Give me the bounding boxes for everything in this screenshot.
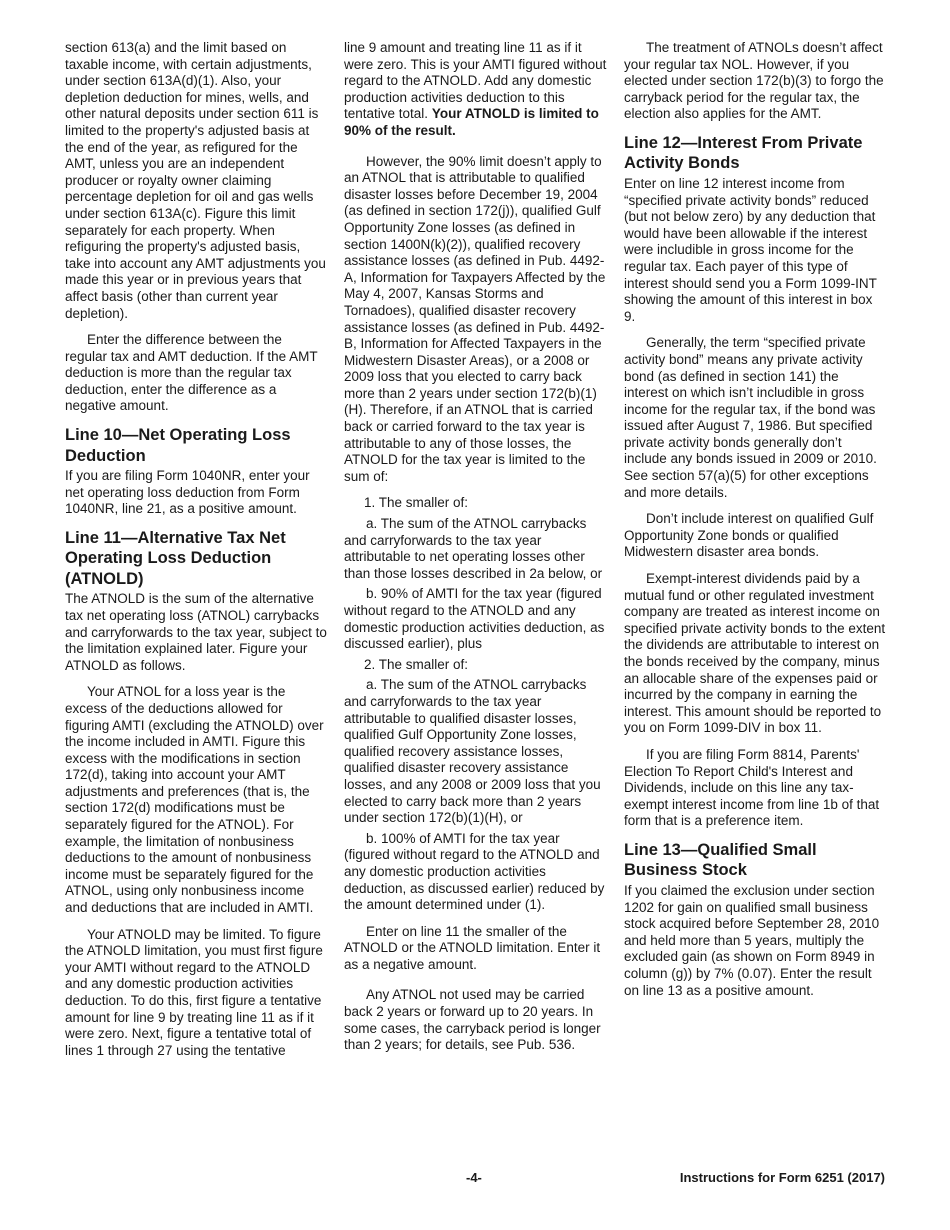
section-heading-line-13: Line 13—Qualified Small Business Stock [624, 840, 817, 880]
paragraph: However, the 90% limit doesn’t apply to an ATNOL that is attributable to qualified disaster losses before December 19, 2004 (as defined in section 172(j)), qualified Gulf Opportunity Zone losses (as defined in section 1400N(k)(2)), qualified recovery assistance losses (as defined in Pub. 4492-A, Information for Taxpayers Affected by the May 4, 2007, Kansas Storms and Tornadoes), qualified disaster recovery assistance losses (as defined in Pub. 4492-B, Information for Affected Taxpayers in the Midwestern Disaster Areas), or a 2008 or 2009 loss that you elected to carry back more than 2 years under section 172(b)(1)(H). Therefore, if an ATNOL that is carried back or carried forward to the tax year is attributable to any of those losses, the ATNOLD for the tax year is limited to the sum of: [344, 153, 606, 484]
paragraph [344, 40, 608, 140]
list-item: 2. The smaller of: [364, 656, 469, 672]
column-middle [344, 40, 608, 1064]
paragraph-text: line 9 amount and treating line 11 as if it were zero. This is your AMTI figured without regard to the ATNOLD. Add any domestic production activities deduction to this tentative total. [344, 40, 607, 122]
page-number: -4- [466, 1170, 482, 1185]
list-item: b. 100% of AMTI for the tax year (figured without regard to the ATNOLD and any domestic production activities deduction, as discussed earlier) reduced by the amount determined under (1). [344, 830, 605, 913]
paragraph: Any ATNOL not used may be carried back 2 years or forward up to 20 years. In some cases, the carryback period is longer than 2 years; for details, see Pub. 536. [344, 987, 601, 1053]
column-right [624, 40, 886, 1009]
paragraph: section 613(a) and the limit based on taxable income, with certain adjustments, under section 613A(d)(1). Also, your depletion deduction for mines, wells, and other natural deposits under section 611 is limited to the property's adjusted basis at the end of the year, as refigured for the AMT, unless you are an independent producer or royalty owner claiming percentage depletion for oil and gas wells under section 613A(c). Figure this limit separately for each property. When refiguring the property's adjusted basis, take into account any AMT adjustments you made this year or in previous years that affect basis (other than current year depletion). [65, 40, 326, 321]
paragraph: Enter the difference between the regular tax and AMT deduction. If the AMT deduction is more than the regular tax deduction, enter the difference as a negative amount. [65, 332, 318, 414]
paragraph: Your ATNOLD may be limited. To figure the ATNOLD limitation, you must first figure your AMTI without regard to the ATNOLD and any domestic production activities deduction. To do this, first figure a tentative amount for line 9 by treating line 11 as if it were zero. Next, figure a tentative total of lines 1 through 27 using the tentative [65, 926, 323, 1058]
paragraph: The ATNOLD is the sum of the alternative tax net operating loss (ATNOL) carrybacks and carryforwards to the tax year, subject to the limitation explained later. Figure your ATNOLD as follows. [65, 591, 327, 673]
paragraph: The treatment of ATNOLs doesn’t affect your regular tax NOL. However, if you elected under section 172(b)(3) to forgo the carryback period for the regular tax, the election also applies for the AMT. [624, 40, 884, 122]
column-left [65, 40, 327, 1069]
section-heading-line-11: Line 11—Alternative Tax Net Operating Loss Deduction (ATNOLD) [65, 528, 286, 588]
bold-text: Your ATNOLD is limited to 90% of the result. [344, 106, 599, 138]
paragraph: If you are filing Form 1040NR, enter your net operating loss deduction from Form 1040NR, line 21, as a positive amount. [65, 468, 310, 517]
list-item: 1. The smaller of: [364, 495, 469, 511]
paragraph: If you are filing Form 8814, Parents' Election To Report Child's Interest and Dividends, include on this line any tax-exempt interest income from line 1b of that form that is a preference item. [624, 746, 880, 829]
paragraph: Don’t include interest on qualified Gulf Opportunity Zone bonds or qualified Midwestern disaster area bonds. [624, 511, 874, 560]
paragraph: If you claimed the exclusion under section 1202 for gain on qualified small business stock acquired before September 28, 2010 and held more than 5 years, multiply the excluded gain (as shown on Form 8949 in column (g)) by 7% (0.07). Enter the result on line 13 as a positive amount. [624, 882, 880, 998]
paragraph: Exempt-interest dividends paid by a mutual fund or other regulated investment company are treated as interest income on specified private activity bonds to the extent the dividends are attributable to interest on the bonds received by the company, minus an allocable share of the expenses paid or incurred by the company in earning the interest. This amount should be reported to you on Form 1099-DIV in box 11. [624, 571, 886, 736]
paragraph: Enter on line 11 the smaller of the ATNOLD or the ATNOLD limitation. Enter it as a negative amount. [344, 923, 601, 972]
paragraph: Your ATNOL for a loss year is the excess of the deductions allowed for figuring AMTI (excluding the ATNOLD) over the income included in AMTI. Figure this excess with the modifications in section 172(d), taking into account your AMT adjustments and preferences (that is, the section 172(d) modifications must be separately figured for the ATNOL). For example, the limitation of nonbusiness deductions to the amount of nonbusiness income must be separately figured for the ATNOL, using only nonbusiness income and deductions that are included in AMTI. [65, 684, 324, 916]
section-heading-line-10: Line 10—Net Operating Loss Deduction [65, 426, 291, 465]
footer-form-title: Instructions for Form 6251 (2017) [679, 1170, 885, 1185]
paragraph: Generally, the term “specified private activity bond” means any private activity bond (as defined in section 141) the interest on which isn’t includible in gross income for the regular tax, if the bond was issued after August 7, 1986. But specified private activity bonds generally don’t include any bonds issued in 2009 or 2010. See section 57(a)(5) for other exceptions and more details. [624, 335, 877, 500]
list-item: a. The sum of the ATNOL carrybacks and carryforwards to the tax year attributable to qualified disaster losses, qualified Gulf Opportunity Zone losses, qualified recovery assistance losses, qualified disaster recovery assistance losses, and any 2008 or 2009 loss that you elected to carry back more than 2 years under section 172(b)(1)(H), or [344, 677, 601, 826]
section-heading-line-12: Line 12—Interest From Private Activity Bonds [624, 133, 863, 173]
paragraph: Enter on line 12 interest income from “specified private activity bonds” reduced (but not below zero) by any deduction that would have been allowable if the interest were includible in gross income for the regular tax. Each payer of this type of interest should send you a Form 1099-INT showing the amount of this interest in box 9. [624, 175, 877, 324]
list-item: b. 90% of AMTI for the tax year (figured without regard to the ATNOLD and any domestic production activities deduction, as discussed earlier), plus [344, 586, 605, 652]
list-item: a. The sum of the ATNOL carrybacks and carryforwards to the tax year attributable to net operating losses other than those losses described in 2a below, or [344, 516, 603, 581]
